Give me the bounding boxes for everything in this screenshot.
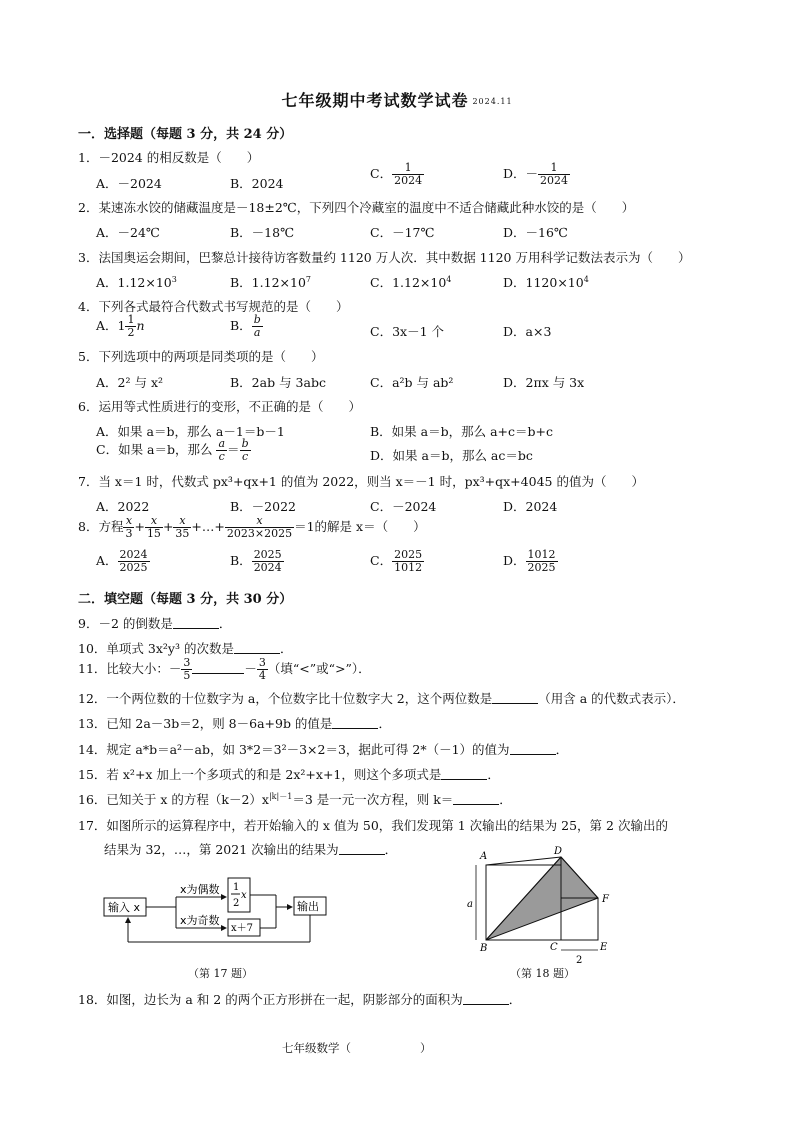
- q8-term2: $\frac{x}{15}$: [146, 514, 161, 540]
- q1-option-a: A．－2024: [96, 176, 162, 191]
- section-fill: 二．填空题（每题 3 分，共 30 分）: [78, 592, 293, 607]
- q8-option-b: B． $\frac{2025}{2024}$: [230, 548, 282, 574]
- q18-label-c-point: C: [550, 942, 558, 953]
- q16-answer-blank[interactable]: [453, 792, 499, 805]
- exam-date: 2024.11: [472, 97, 513, 106]
- q18-figure: [462, 846, 622, 966]
- q18-label-f-point: F: [602, 894, 609, 905]
- q13-answer-blank[interactable]: [332, 716, 378, 729]
- q9-answer-blank[interactable]: [173, 616, 219, 629]
- q1-option-c: C． $\frac{1}{2024}$: [370, 161, 423, 187]
- q6-option-b: B．如果 a＝b，那么 a+c＝b+c: [370, 424, 553, 439]
- q6-c-right-fraction: $\frac{b}{c}$: [241, 437, 249, 463]
- q8-b-fraction: $\frac{2025}{2024}$: [253, 548, 282, 574]
- q18: 18．如图，边长为 a 和 2 的两个正方形拼在一起，阴影部分的面积为 ．: [78, 992, 522, 1007]
- q6-c-left-fraction: $\frac{a}{c}$: [218, 437, 226, 463]
- q3-option-c: C．$1.12\times 10^4$: [370, 274, 452, 290]
- q18-label-e-point: E: [600, 942, 608, 953]
- q3-option-a: A．$1.12\times 10^3$: [96, 274, 177, 290]
- q13: 13．已知 2a－3b＝2，则 8－6a+9b 的值是 ．: [78, 716, 391, 731]
- q14-answer-blank[interactable]: [510, 742, 556, 755]
- q4-b-fraction: $\frac{b}{a}$: [253, 313, 261, 339]
- q8-option-c: C． $\frac{2025}{1012}$: [370, 548, 423, 574]
- q4-option-b: B． $\frac{b}{a}$: [230, 313, 261, 339]
- q18-label-b-point: B: [480, 943, 488, 954]
- q8-d-fraction: $\frac{1012}{2025}$: [527, 548, 556, 574]
- q8-option-d: D． $\frac{1012}{2025}$: [503, 548, 556, 574]
- q14: 14．规定 a*b＝a²－ab，如 3*2＝3²－3×2＝3，据此可得 2*（－1）的值为 ．: [78, 742, 569, 757]
- q12-answer-blank[interactable]: [492, 691, 538, 704]
- flow-half-num: 1: [233, 882, 240, 893]
- q10-answer-blank[interactable]: [234, 641, 280, 654]
- q17-flowchart: [100, 850, 330, 950]
- q11-right-fraction: $\frac{3}{4}$: [258, 656, 266, 682]
- q8-term1: $\frac{x}{3}$: [125, 514, 133, 540]
- q17-line2: 结果为 32，…，第 2021 次输出的结果为 ．: [104, 842, 398, 857]
- q8-option-a: A． $\frac{2024}{2025}$: [96, 548, 148, 574]
- flow-even-label: x为偶数: [180, 883, 220, 896]
- q6-stem: 6．运用等式性质进行的变形，不正确的是（ ）: [78, 399, 361, 414]
- q6-option-a: A．如果 a＝b，那么 a－1＝b－1: [96, 424, 285, 439]
- page-footer: 七年级数学（ ）: [282, 1041, 432, 1055]
- q3-option-b: B．$1.12\times 10^7$: [230, 274, 311, 290]
- q3-stem: 3．法国奥运会期间，巴黎总计接待访客数量约 1120 万人次．其中数据 1120 万用科学记数法表示为（ ）: [78, 250, 691, 265]
- q2-option-c: C．－17℃: [370, 225, 435, 240]
- q17-answer-blank[interactable]: [339, 842, 385, 855]
- q11-answer-blank[interactable]: [192, 661, 244, 674]
- q7-option-d: D．2024: [503, 499, 558, 514]
- flow-half-var: x: [241, 890, 247, 901]
- q18-answer-blank[interactable]: [463, 992, 509, 1005]
- q2-stem: 2．某速冻水饺的储藏温度是－18±2℃，下列四个冷藏室的温度中不适合储藏此种水饺的是（ ）: [78, 200, 635, 215]
- q5-stem: 5．下列选项中的两项是同类项的是（ ）: [78, 349, 324, 364]
- q1-option-d: D．－ $\frac{1}{2024}$: [503, 161, 569, 187]
- q11: 11．比较大小：－ $\frac{3}{5}$ － $\frac{3}{4}$ （填“<”或“>”）．: [78, 656, 371, 682]
- q5-option-c: C．a²b 与 ab²: [370, 375, 454, 390]
- q4-a-fraction: $\frac{1}{2}$: [127, 313, 135, 339]
- q6-option-c: C．如果 a＝b，那么 $\frac{a}{c}$ ＝ $\frac{b}{c}$: [96, 437, 249, 463]
- q8-term3: $\frac{x}{35}$: [175, 514, 190, 540]
- flow-output-label: 输出: [297, 900, 319, 913]
- q17-line1: 17．如图所示的运算程序中，若开始输入的 x 值为 50，我们发现第 1 次输出的结果为 25，第 2 次输出的: [78, 818, 668, 833]
- q2-option-b: B．－18℃: [230, 225, 295, 240]
- q5-option-a: A．2² 与 x²: [96, 375, 163, 390]
- q11-left-fraction: $\frac{3}{5}$: [183, 656, 191, 682]
- q15-answer-blank[interactable]: [441, 767, 487, 780]
- q7-option-b: B．－2022: [230, 499, 296, 514]
- q1-stem: 1．－2024 的相反数是（ ）: [78, 150, 260, 165]
- q8-stem: 8．方程 $\frac{x}{3}$ + $\frac{x}{15}$ + $\frac{x}{35}$ +…+ $\frac{x}{2023\times 2025}$ ＝1的解是 x＝（ ）: [78, 514, 426, 540]
- section-choice: 一．选择题（每题 3 分，共 24 分）: [78, 127, 293, 142]
- q6-option-d: D．如果 a＝b，那么 ac＝bc: [370, 448, 533, 463]
- q4-option-a: A．1 $\frac{1}{2}$ n: [96, 313, 145, 339]
- q4-option-c: C．3x－1 个: [370, 324, 444, 339]
- q5-option-d: D．2πx 与 3x: [503, 375, 585, 390]
- q3-option-d: D．$1120\times 10^4$: [503, 274, 589, 290]
- q18-side-a: a: [467, 899, 473, 910]
- q2-option-a: A．－24℃: [96, 225, 160, 240]
- q8-term4: $\frac{x}{2023\times 2025}$: [226, 514, 293, 540]
- q4-option-d: D．a×3: [503, 324, 552, 339]
- q8-c-fraction: $\frac{2025}{1012}$: [394, 548, 423, 574]
- flow-half-den: 2: [233, 898, 240, 909]
- q18-figure-caption: （第 18 题）: [510, 967, 575, 980]
- q18-side-2: 2: [576, 955, 583, 966]
- q1-d-fraction: $\frac{1}{2024}$: [540, 161, 569, 187]
- q1-option-b: B．2024: [230, 176, 284, 191]
- q18-label-d-point: D: [554, 846, 563, 857]
- flow-input-label: 输入 x: [108, 901, 141, 914]
- q9: 9．－2 的倒数是 ．: [78, 616, 232, 631]
- q8-a-fraction: $\frac{2024}{2025}$: [119, 548, 148, 574]
- exam-title: 七年级期中考试数学试卷 2024.11: [281, 91, 513, 110]
- q1-c-fraction: $\frac{1}{2024}$: [394, 161, 423, 187]
- q7-option-c: C．－2024: [370, 499, 437, 514]
- q12: 12．一个两位数的十位数字为 a，个位数字比十位数字大 2，这个两位数是 （用含 a 的代数式表示）．: [78, 691, 685, 706]
- q18-label-a-point: A: [480, 851, 488, 862]
- q15: 15．若 x²+x 加上一个多项式的和是 2x²+x+1，则这个多项式是 ．: [78, 767, 500, 782]
- flow-odd-label: x为奇数: [180, 914, 220, 927]
- q7-option-a: A．2022: [96, 499, 150, 514]
- q5-option-b: B．2ab 与 3abc: [230, 375, 326, 390]
- q16: 16．已知关于 x 的方程$(k-2)x^{|k|-1}=3$ 是一元一次方程，则 k＝ ．: [78, 791, 512, 807]
- q2-option-d: D．－16℃: [503, 225, 568, 240]
- q10: 10．单项式 3x²y³ 的次数是 ．: [78, 641, 293, 656]
- q7-stem: 7．当 x＝1 时，代数式 px³+qx+1 的值为 2022，则当 x＝－1 时，px³+qx+4045 的值为（ ）: [78, 474, 644, 489]
- flow-plus7-label: x＋7: [231, 923, 254, 934]
- q17-figure-caption: （第 17 题）: [188, 967, 253, 980]
- q4-stem: 4．下列各式最符合代数式书写规范的是（ ）: [78, 299, 349, 314]
